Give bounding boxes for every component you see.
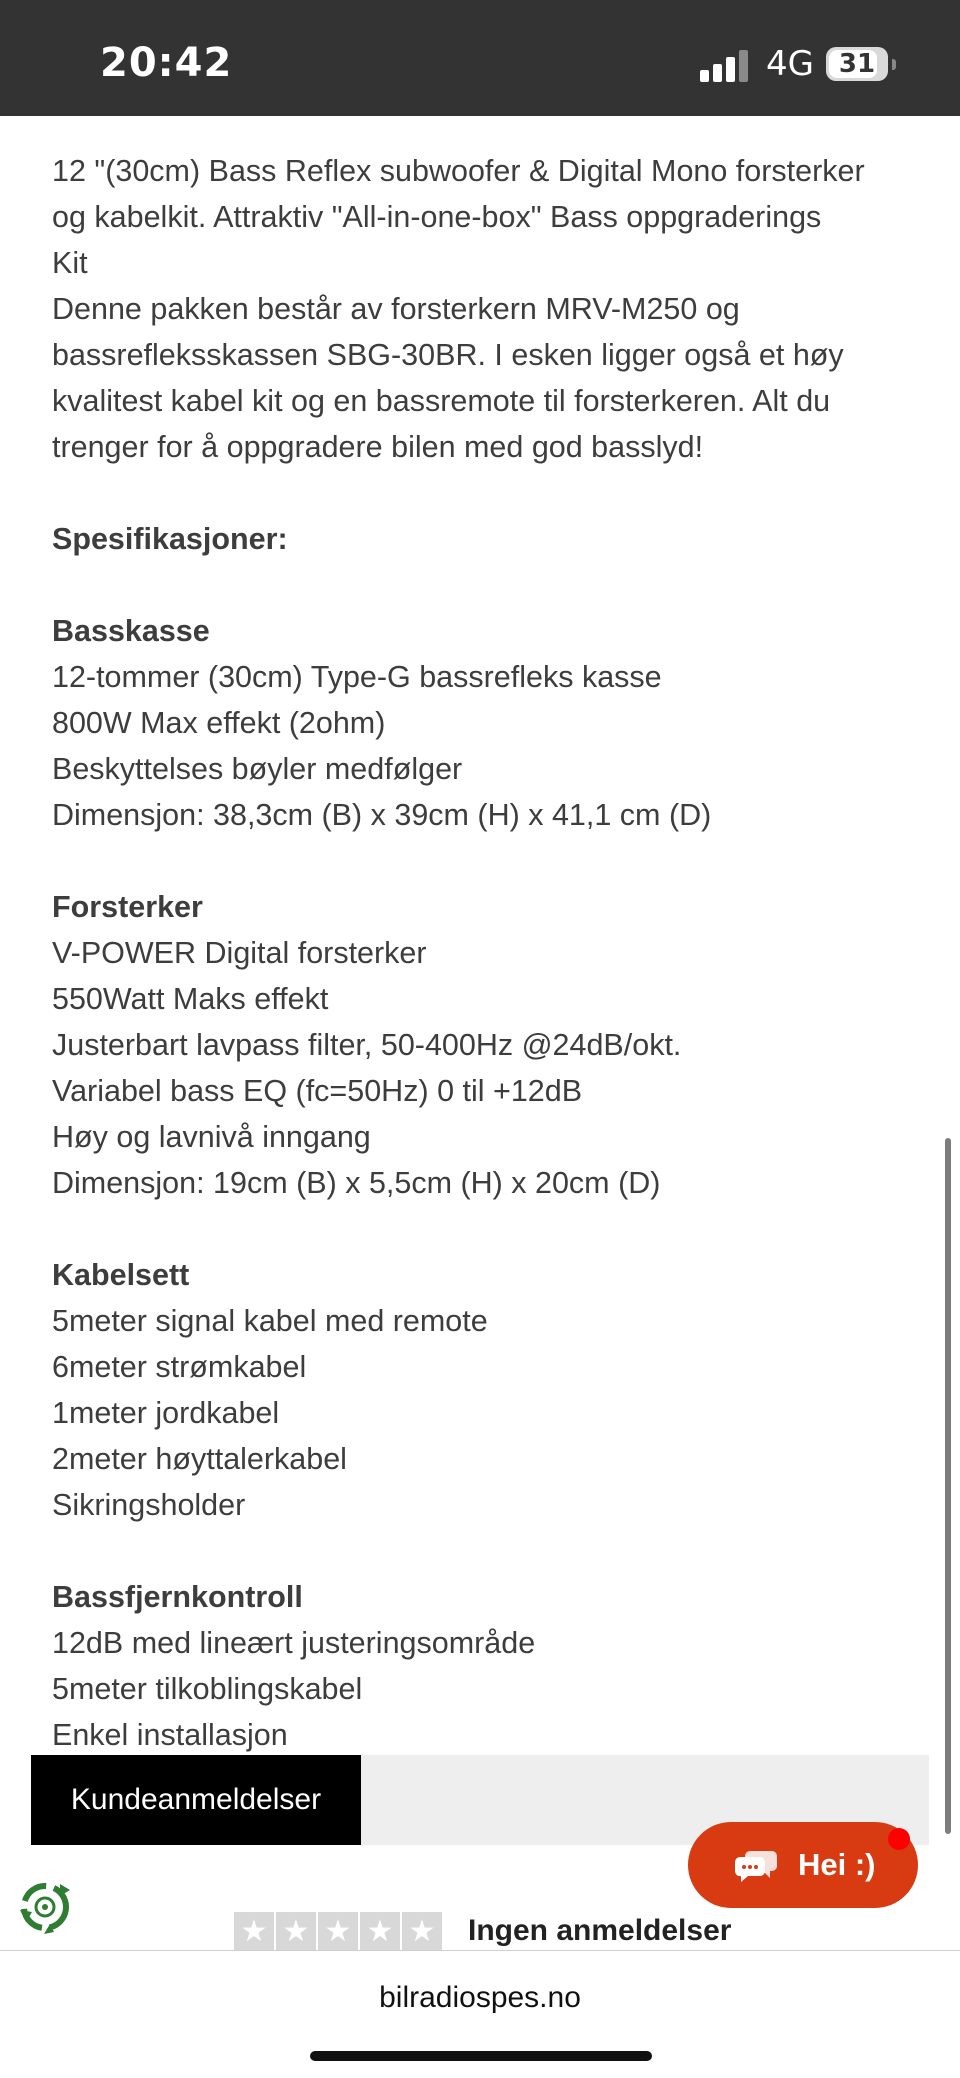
description-line: 550Watt Maks effekt — [52, 982, 329, 1016]
section-heading: Kabelsett — [52, 1258, 190, 1292]
scroll-indicator[interactable] — [945, 1138, 951, 1834]
blank-line — [52, 1206, 922, 1252]
description-line: 6meter strømkabel — [52, 1350, 307, 1384]
description-line: Beskyttelses bøyler medfølger — [52, 752, 463, 786]
description-line: Dimensjon: 19cm (B) x 5,5cm (H) x 20cm (D) — [52, 1166, 661, 1200]
description-line: 2meter høyttalerkabel — [52, 1442, 347, 1476]
battery-level: 31 — [838, 49, 876, 79]
description-line: Denne pakken består av forsterkern MRV-M250 og — [52, 292, 740, 326]
description-line: Kit — [52, 246, 88, 280]
chat-bubbles-icon — [734, 1847, 778, 1883]
battery-nub — [892, 59, 896, 70]
blank-line — [52, 838, 922, 884]
star-icon: ★ — [318, 1912, 358, 1952]
description-line: Variabel bass EQ (fc=50Hz) 0 til +12dB — [52, 1074, 583, 1108]
blank-line — [52, 562, 922, 608]
section-heading: Forsterker — [52, 890, 203, 924]
description-line: 12dB med lineært justeringsområde — [52, 1626, 536, 1660]
home-indicator[interactable] — [310, 2051, 652, 2061]
product-description — [52, 148, 922, 1758]
status-bar — [0, 0, 960, 116]
rating-stars — [234, 1912, 442, 1952]
signal-strength-icon — [700, 50, 750, 82]
status-time: 20:42 — [100, 40, 233, 86]
recycle-icon[interactable] — [14, 1876, 76, 1938]
browser-bottom-bar — [0, 1950, 960, 2078]
chat-button-label: Hei :) — [798, 1847, 876, 1882]
blank-line — [52, 470, 922, 516]
description-line: Enkel installasjon — [52, 1718, 288, 1752]
description-line: 5meter signal kabel med remote — [52, 1304, 488, 1338]
address-bar[interactable]: bilradiospes.no — [379, 1981, 581, 2014]
description-line: Sikringsholder — [52, 1488, 246, 1522]
star-icon: ★ — [234, 1912, 274, 1952]
description-line: Justerbart lavpass filter, 50-400Hz @24dB/okt. — [52, 1028, 682, 1062]
description-line: 5meter tilkoblingskabel — [52, 1672, 363, 1706]
star-icon: ★ — [360, 1912, 400, 1952]
star-icon: ★ — [276, 1912, 316, 1952]
description-line: 800W Max effekt (2ohm) — [52, 706, 386, 740]
description-line: Høy og lavnivå inngang — [52, 1120, 371, 1154]
description-line: 12 "(30cm) Bass Reflex subwoofer & Digital Mono forsterker — [52, 154, 865, 188]
section-heading: Bassfjernkontroll — [52, 1580, 303, 1614]
description-line: V-POWER Digital forsterker — [52, 936, 427, 970]
no-reviews-label: Ingen anmeldelser — [468, 1914, 732, 1947]
description-line: 12-tommer (30cm) Type-G bassrefleks kasse — [52, 660, 662, 694]
star-icon: ★ — [402, 1912, 442, 1952]
section-heading: Basskasse — [52, 614, 210, 648]
description-line: trenger for å oppgradere bilen med god basslyd! — [52, 430, 704, 464]
description-line: Dimensjon: 38,3cm (B) x 39cm (H) x 41,1 cm (D) — [52, 798, 712, 832]
chat-button[interactable] — [688, 1822, 918, 1908]
description-line: 1meter jordkabel — [52, 1396, 280, 1430]
description-line: og kabelkit. Attraktiv "All-in-one-box" Bass oppgraderings — [52, 200, 822, 234]
section-heading: Spesifikasjoner: — [52, 522, 288, 556]
network-type: 4G — [766, 44, 814, 84]
blank-line — [52, 1528, 922, 1574]
description-line: kvalitest kabel kit og en bassremote til forsterkeren. Alt du — [52, 384, 831, 418]
battery-icon — [826, 47, 888, 81]
description-line: bassrefleksskassen SBG-30BR. I esken ligger også et høy — [52, 338, 844, 372]
tab-customer-reviews[interactable]: Kundeanmeldelser — [31, 1755, 361, 1845]
chat-notification-badge — [888, 1828, 910, 1850]
